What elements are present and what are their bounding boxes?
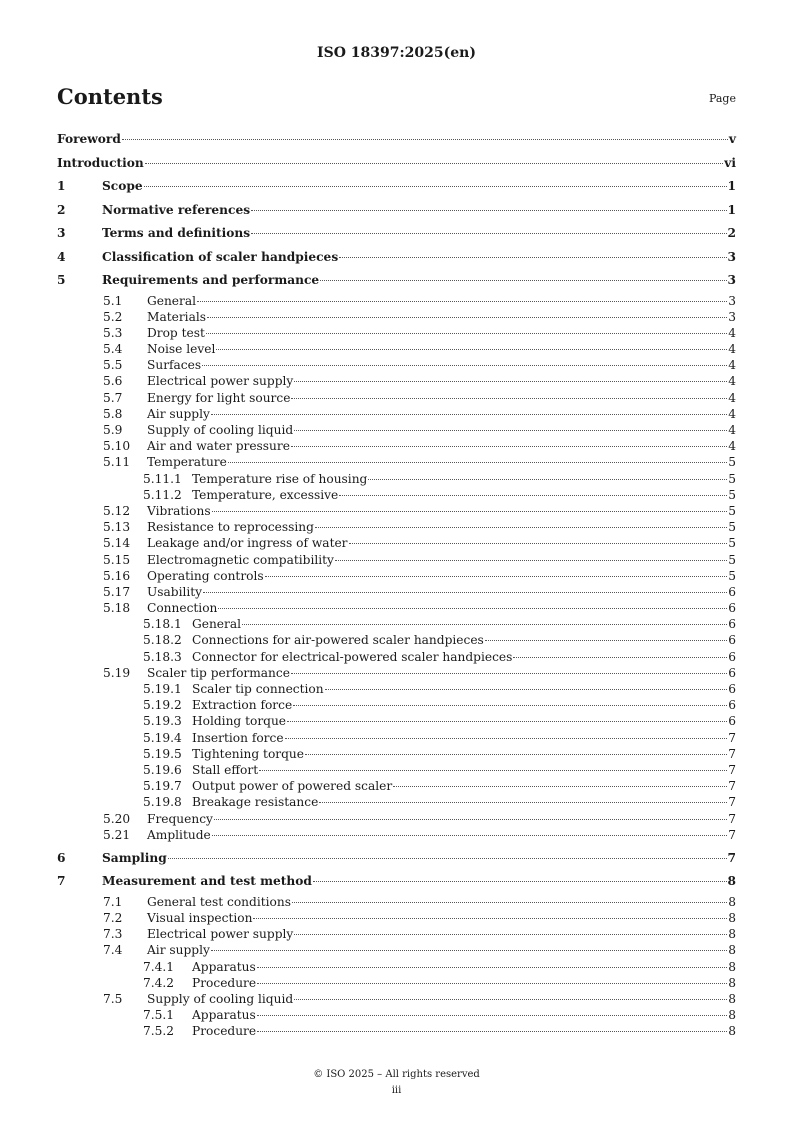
toc-entry[interactable] bbox=[57, 794, 736, 810]
toc-entry-title: Temperature bbox=[147, 455, 227, 470]
toc-dot-leader bbox=[251, 233, 726, 234]
toc-entry[interactable] bbox=[57, 422, 736, 438]
page-title: Contents bbox=[57, 84, 163, 109]
toc-entry-title: Foreword bbox=[57, 132, 121, 146]
toc-entry-title: General bbox=[147, 293, 196, 308]
toc-entry-page: 8 bbox=[728, 894, 736, 909]
toc-entry-title: Operating controls bbox=[147, 568, 264, 583]
toc-entry-number: 5.9 bbox=[103, 423, 123, 437]
toc-entry-number: 5.8 bbox=[103, 406, 123, 421]
toc-entry-title: Energy for light source bbox=[147, 390, 291, 405]
toc-entry-title: Tightening torque bbox=[192, 746, 304, 761]
toc-entry[interactable] bbox=[57, 762, 736, 778]
toc-entry-page: 3 bbox=[727, 273, 736, 287]
toc-entry-page: 7 bbox=[728, 779, 736, 794]
toc-entry-page: 4 bbox=[728, 423, 736, 437]
toc-dot-leader bbox=[294, 934, 727, 935]
contents-title-row bbox=[57, 86, 736, 107]
toc-entry-number: 7.1 bbox=[103, 894, 123, 909]
toc-entry-title: Resistance to reprocessing bbox=[147, 520, 314, 535]
toc-entry-page: 7 bbox=[728, 730, 736, 745]
toc-entry-title: Frequency bbox=[147, 811, 213, 826]
toc-entry-number: 1 bbox=[57, 179, 66, 193]
toc-entry[interactable] bbox=[57, 552, 736, 568]
toc-entry-page: 6 bbox=[728, 617, 736, 632]
toc-entry-page: 4 bbox=[728, 406, 736, 421]
toc-entry-title: Supply of cooling liquid bbox=[147, 423, 294, 437]
toc-entry-number: 5.17 bbox=[103, 584, 131, 599]
toc-entry[interactable] bbox=[57, 975, 736, 991]
toc-dot-leader bbox=[513, 657, 727, 658]
toc-entry-page: vi bbox=[724, 155, 736, 170]
toc-dot-leader bbox=[253, 918, 727, 919]
toc-entry-title: Air supply bbox=[147, 943, 210, 958]
toc-entry-title: Usability bbox=[147, 584, 203, 599]
toc-entry-number: 5.21 bbox=[103, 827, 131, 842]
toc-dot-leader bbox=[197, 301, 727, 302]
toc-dot-leader bbox=[287, 721, 727, 722]
toc-entry-title: Stall effort bbox=[192, 762, 259, 777]
toc-entry-number: 5.4 bbox=[103, 342, 123, 357]
toc-entry[interactable] bbox=[57, 269, 736, 293]
toc-dot-leader bbox=[212, 835, 728, 836]
toc-entry-number: 7.5 bbox=[103, 992, 123, 1006]
toc-entry-number: 5.3 bbox=[103, 325, 123, 340]
toc-entry-number: 5.11 bbox=[103, 455, 131, 470]
toc-entry-number: 5.10 bbox=[103, 439, 131, 454]
toc-dot-leader bbox=[242, 624, 727, 625]
toc-entry-number: 5.18.2 bbox=[143, 633, 182, 648]
toc-dot-leader bbox=[313, 881, 727, 882]
toc-entry[interactable] bbox=[57, 199, 736, 223]
toc-dot-leader bbox=[292, 902, 727, 903]
toc-dot-leader bbox=[293, 705, 727, 706]
toc-dot-leader bbox=[294, 999, 727, 1000]
toc-dot-leader bbox=[339, 495, 727, 496]
toc-dot-leader bbox=[320, 280, 726, 281]
toc-entry[interactable] bbox=[57, 894, 736, 910]
toc-entry[interactable] bbox=[57, 373, 736, 389]
toc-dot-leader bbox=[368, 479, 727, 480]
toc-entry-title: Extraction force bbox=[192, 698, 293, 713]
toc-entry-page: 5 bbox=[728, 487, 736, 502]
copyright-notice: © ISO 2025 – All rights reserved bbox=[313, 1069, 480, 1080]
toc-entry-page: 6 bbox=[728, 682, 736, 696]
toc-entry-page: 7 bbox=[728, 811, 736, 826]
toc-entry-title: Visual inspection bbox=[147, 911, 253, 926]
toc-entry-number: 5.6 bbox=[103, 374, 123, 389]
toc-dot-leader bbox=[228, 462, 727, 463]
toc-entry-page: 6 bbox=[728, 584, 736, 599]
toc-entry-title: Temperature rise of housing bbox=[192, 471, 368, 486]
toc-entry-number: 5.13 bbox=[103, 520, 131, 535]
toc-dot-leader bbox=[203, 592, 727, 593]
toc-entry[interactable] bbox=[57, 746, 736, 762]
toc-entry-title: Vibrations bbox=[147, 503, 211, 518]
toc-entry[interactable] bbox=[57, 175, 736, 199]
toc-entry[interactable] bbox=[57, 632, 736, 648]
toc-entry[interactable] bbox=[57, 910, 736, 926]
toc-dot-leader bbox=[257, 983, 727, 984]
toc-entry-number: 5.18.1 bbox=[143, 617, 182, 632]
toc-entry-page: 7 bbox=[728, 827, 736, 842]
toc-entry-page: 4 bbox=[728, 374, 736, 389]
toc-dot-leader bbox=[216, 349, 727, 350]
toc-entry-number: 5.5 bbox=[103, 358, 123, 373]
toc-dot-leader bbox=[294, 430, 727, 431]
toc-dot-leader bbox=[168, 858, 727, 859]
toc-entry-number: 6 bbox=[57, 850, 66, 865]
toc-entry-title: Air and water pressure bbox=[147, 439, 290, 454]
toc-dot-leader bbox=[339, 257, 726, 258]
toc-entry[interactable] bbox=[57, 584, 736, 600]
toc-dot-leader bbox=[144, 186, 727, 187]
toc-dot-leader bbox=[211, 950, 727, 951]
toc-dot-leader bbox=[485, 640, 727, 641]
toc-entry-number: 5.7 bbox=[103, 390, 123, 405]
toc-entry-title: Connections for air-powered scaler handpieces bbox=[192, 633, 484, 648]
toc-dot-leader bbox=[206, 333, 727, 334]
toc-entry-page: 7 bbox=[728, 746, 736, 761]
toc-dot-leader bbox=[325, 689, 728, 690]
toc-entry-page: 8 bbox=[728, 1024, 736, 1039]
toc-entry-title: Scaler tip performance bbox=[147, 665, 290, 680]
toc-dot-leader bbox=[291, 446, 727, 447]
toc-entry-number: 5.1 bbox=[103, 293, 123, 308]
toc-entry-number: 5.18.3 bbox=[143, 649, 182, 664]
toc-entry-page: 5 bbox=[728, 471, 736, 486]
toc-entry-number: 5.19.2 bbox=[143, 698, 182, 713]
toc-entry-number: 5.16 bbox=[103, 568, 131, 583]
toc-entry-title: Requirements and performance bbox=[102, 273, 320, 287]
toc-dot-leader bbox=[265, 576, 728, 577]
toc-entry[interactable] bbox=[57, 341, 736, 357]
toc-entry-title: Measurement and test method bbox=[102, 874, 312, 889]
toc-entry[interactable] bbox=[57, 730, 736, 746]
toc-entry-title: Temperature, excessive bbox=[192, 487, 339, 502]
page-number: iii bbox=[391, 1085, 402, 1096]
toc-entry-page: 3 bbox=[728, 309, 736, 324]
toc-entry-number: 7.4.2 bbox=[143, 975, 175, 990]
toc-entry-number: 2 bbox=[57, 202, 66, 217]
toc-dot-leader bbox=[393, 786, 727, 787]
toc-entry[interactable] bbox=[57, 390, 736, 406]
toc-dot-leader bbox=[294, 381, 727, 382]
toc-entry-title: General test conditions bbox=[147, 894, 291, 909]
toc-entry[interactable] bbox=[57, 827, 736, 843]
toc-entry-number: 5.18 bbox=[103, 601, 131, 616]
toc-entry-page: 5 bbox=[728, 503, 736, 518]
toc-dot-leader bbox=[145, 163, 723, 164]
toc-entry-title: Surfaces bbox=[147, 358, 202, 373]
toc-entry-number: 5.19.6 bbox=[143, 762, 182, 777]
toc-entry[interactable] bbox=[57, 713, 736, 729]
toc-entry-title: Procedure bbox=[192, 1024, 257, 1039]
toc-entry[interactable] bbox=[57, 616, 736, 632]
toc-entry-page: 6 bbox=[728, 649, 736, 664]
toc-entry-title: Sampling bbox=[102, 850, 167, 865]
toc-entry-page: 1 bbox=[727, 179, 736, 193]
toc-entry-page: v bbox=[728, 132, 736, 146]
page-footer bbox=[0, 1067, 793, 1099]
toc-entry-title: General bbox=[192, 617, 241, 632]
toc-dot-leader bbox=[211, 414, 727, 415]
toc-entry-title: Holding torque bbox=[192, 714, 287, 729]
toc-entry-title: Breakage resistance bbox=[192, 795, 319, 810]
toc-entry-number: 7.3 bbox=[103, 927, 123, 942]
toc-entry-page: 6 bbox=[728, 601, 736, 616]
toc-entry-number: 5.19 bbox=[103, 665, 131, 680]
toc-entry-page: 5 bbox=[728, 520, 736, 535]
toc-entry-page: 3 bbox=[727, 249, 736, 264]
toc-entry-page: 4 bbox=[728, 439, 736, 454]
toc-entry[interactable] bbox=[57, 309, 736, 325]
toc-dot-leader bbox=[257, 1015, 727, 1016]
toc-entry[interactable] bbox=[57, 870, 736, 894]
toc-entry-title: Procedure bbox=[192, 975, 257, 990]
toc-entry-number: 7.5.2 bbox=[143, 1024, 175, 1039]
toc-entry-page: 6 bbox=[728, 665, 736, 680]
toc-entry-title: Drop test bbox=[147, 325, 205, 340]
toc-dot-leader bbox=[259, 770, 727, 771]
toc-entry-title: Apparatus bbox=[192, 959, 256, 974]
page-column-label: Page bbox=[708, 92, 736, 105]
toc-entry-title: Scaler tip connection bbox=[192, 682, 324, 696]
toc-entry-title: Apparatus bbox=[192, 1008, 256, 1023]
toc-entry-number: 7.4.1 bbox=[143, 959, 175, 974]
toc-entry[interactable] bbox=[57, 942, 736, 958]
toc-entry-page: 5 bbox=[728, 552, 736, 567]
toc-entry-number: 5.11.2 bbox=[143, 487, 182, 502]
toc-entry[interactable] bbox=[57, 649, 736, 665]
toc-entry-title: Noise level bbox=[147, 342, 216, 357]
toc-entry[interactable] bbox=[57, 991, 736, 1007]
toc-entry-page: 5 bbox=[728, 568, 736, 583]
toc-entry-number: 5.20 bbox=[103, 811, 131, 826]
toc-entry-page: 8 bbox=[728, 1008, 736, 1023]
toc-dot-leader bbox=[335, 560, 727, 561]
toc-entry[interactable] bbox=[57, 471, 736, 487]
toc-entry-number: 5.19.7 bbox=[143, 779, 182, 794]
toc-entry[interactable] bbox=[57, 438, 736, 454]
toc-entry-page: 5 bbox=[728, 536, 736, 551]
toc-dot-leader bbox=[319, 802, 727, 803]
toc-dot-leader bbox=[202, 365, 727, 366]
toc-entry-page: 4 bbox=[728, 390, 736, 405]
toc-dot-leader bbox=[305, 754, 727, 755]
toc-entry-number: 7.4 bbox=[103, 943, 123, 958]
toc-entry-number: 7.2 bbox=[103, 911, 123, 926]
toc-entry-page: 8 bbox=[727, 874, 736, 889]
table-of-contents bbox=[57, 128, 736, 1040]
toc-entry[interactable] bbox=[57, 152, 736, 176]
toc-entry-page: 8 bbox=[728, 927, 736, 942]
toc-entry-number: 5.19.4 bbox=[143, 730, 182, 745]
toc-entry-number: 5.19.3 bbox=[143, 714, 182, 729]
toc-entry-title: Scope bbox=[102, 179, 143, 193]
toc-entry-title: Introduction bbox=[57, 155, 144, 170]
toc-entry-page: 7 bbox=[728, 762, 736, 777]
toc-entry-title: Air supply bbox=[147, 406, 210, 421]
toc-entry[interactable] bbox=[57, 246, 736, 270]
toc-entry[interactable] bbox=[57, 222, 736, 246]
toc-dot-leader bbox=[218, 608, 727, 609]
toc-entry-title: Supply of cooling liquid bbox=[147, 992, 294, 1006]
toc-dot-leader bbox=[285, 738, 728, 739]
toc-entry[interactable] bbox=[57, 926, 736, 942]
toc-dot-leader bbox=[257, 967, 727, 968]
toc-entry-page: 5 bbox=[728, 455, 736, 470]
toc-dot-leader bbox=[207, 317, 727, 318]
toc-entry-title: Output power of powered scaler bbox=[192, 779, 393, 794]
toc-entry[interactable] bbox=[57, 293, 736, 309]
toc-entry-page: 4 bbox=[728, 342, 736, 357]
toc-dot-leader bbox=[251, 210, 726, 211]
toc-entry[interactable] bbox=[57, 778, 736, 794]
toc-entry-title: Terms and definitions bbox=[102, 226, 251, 240]
toc-entry-number: 3 bbox=[57, 226, 66, 240]
toc-entry-number: 5.19.8 bbox=[143, 795, 182, 810]
toc-entry[interactable] bbox=[57, 325, 736, 341]
toc-entry-page: 6 bbox=[728, 698, 736, 713]
toc-entry[interactable] bbox=[57, 959, 736, 975]
toc-entry[interactable] bbox=[57, 487, 736, 503]
toc-entry-number: 5.19.5 bbox=[143, 746, 182, 761]
toc-entry-page: 7 bbox=[728, 795, 736, 810]
toc-entry[interactable] bbox=[57, 665, 736, 681]
toc-entry[interactable] bbox=[57, 1023, 736, 1039]
toc-dot-leader bbox=[315, 527, 727, 528]
toc-entry-page: 8 bbox=[728, 975, 736, 990]
toc-entry-page: 4 bbox=[728, 325, 736, 340]
toc-entry-number: 5.2 bbox=[103, 309, 123, 324]
toc-entry-title: Electrical power supply bbox=[147, 374, 294, 389]
toc-entry-title: Classification of scaler handpieces bbox=[102, 249, 339, 264]
toc-entry-title: Connector for electrical-powered scaler handpieces bbox=[192, 649, 513, 664]
toc-entry-title: Materials bbox=[147, 309, 206, 324]
toc-entry[interactable] bbox=[57, 128, 736, 152]
toc-dot-leader bbox=[349, 543, 728, 544]
toc-entry-page: 8 bbox=[728, 943, 736, 958]
toc-entry[interactable] bbox=[57, 519, 736, 535]
toc-entry-page: 8 bbox=[728, 911, 736, 926]
toc-entry[interactable] bbox=[57, 681, 736, 697]
toc-entry-page: 4 bbox=[728, 358, 736, 373]
toc-entry-number: 4 bbox=[57, 249, 66, 264]
toc-entry[interactable] bbox=[57, 811, 736, 827]
toc-entry-page: 6 bbox=[728, 714, 736, 729]
toc-entry[interactable] bbox=[57, 568, 736, 584]
toc-entry-page: 8 bbox=[728, 992, 736, 1006]
toc-entry-title: Leakage and/or ingress of water bbox=[147, 536, 348, 551]
toc-dot-leader bbox=[257, 1031, 727, 1032]
toc-dot-leader bbox=[291, 673, 727, 674]
toc-entry[interactable] bbox=[57, 357, 736, 373]
toc-entry-title: Electrical power supply bbox=[147, 927, 294, 942]
toc-entry-title: Electromagnetic compatibility bbox=[147, 552, 334, 567]
toc-entry-title: Normative references bbox=[102, 202, 251, 217]
toc-entry-page: 1 bbox=[727, 202, 736, 217]
toc-entry-page: 7 bbox=[727, 850, 736, 865]
toc-entry-number: 5.11.1 bbox=[143, 471, 182, 486]
toc-entry-number: 5.14 bbox=[103, 536, 131, 551]
toc-entry-page: 3 bbox=[728, 293, 736, 308]
toc-entry-number: 7 bbox=[57, 874, 66, 889]
document-id: ISO 18397:2025(en) bbox=[317, 45, 476, 61]
toc-entry-page: 2 bbox=[727, 226, 736, 240]
toc-entry-title: Connection bbox=[147, 601, 218, 616]
toc-entry-number: 5.12 bbox=[103, 503, 131, 518]
toc-entry-number: 5.15 bbox=[103, 552, 131, 567]
toc-entry[interactable] bbox=[57, 406, 736, 422]
toc-dot-leader bbox=[291, 398, 727, 399]
toc-entry[interactable] bbox=[57, 697, 736, 713]
toc-entry[interactable] bbox=[57, 503, 736, 519]
toc-entry-number: 7.5.1 bbox=[143, 1008, 175, 1023]
toc-entry-title: Amplitude bbox=[147, 827, 211, 842]
toc-entry-page: 8 bbox=[728, 959, 736, 974]
toc-entry[interactable] bbox=[57, 847, 736, 871]
toc-entry[interactable] bbox=[57, 535, 736, 551]
toc-dot-leader bbox=[212, 511, 728, 512]
toc-entry-page: 6 bbox=[728, 633, 736, 648]
toc-entry-number: 5 bbox=[57, 273, 66, 287]
toc-entry[interactable] bbox=[57, 600, 736, 616]
toc-entry-title: Insertion force bbox=[192, 730, 284, 745]
toc-entry-number: 5.19.1 bbox=[143, 682, 182, 696]
toc-dot-leader bbox=[214, 819, 727, 820]
toc-dot-leader bbox=[122, 139, 728, 140]
toc-entry[interactable] bbox=[57, 1007, 736, 1023]
toc-entry[interactable] bbox=[57, 454, 736, 470]
